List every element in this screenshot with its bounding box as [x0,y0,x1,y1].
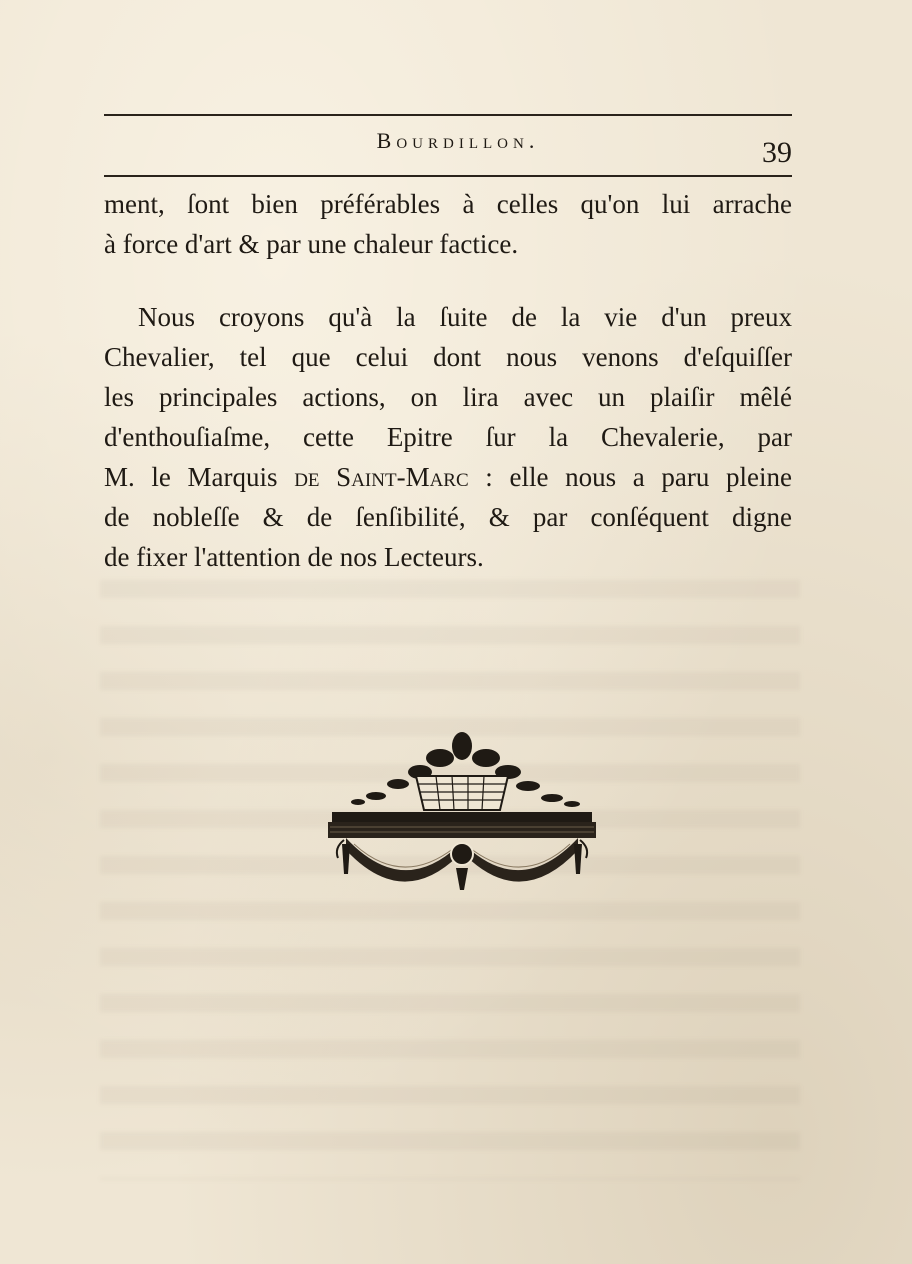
text-line: les principales actions, on lira avec un plaiſir mêlé [104,382,792,412]
paragraph-2 [104,297,792,577]
page-number: 39 [762,136,792,169]
text-line: de nobleſſe & de ſenſibilité, & par conſéquent digne [104,502,792,532]
text-line: d'enthouſiaſme, cette Epitre ſur la Chevalerie, par [104,422,792,452]
text-run: M. le Marquis [104,462,295,492]
flower-basket-vignette-icon [328,728,596,902]
text-run: : elle nous a paru pleine [468,462,792,492]
author-name: de Saint-Marc [294,462,469,492]
text-line: à force d'art & par une chaleur factice. [104,229,519,259]
text-line [104,457,792,497]
text-line: Chevalier, tel que celui dont nous venons d'eſquiſſer [104,342,792,372]
text-line: Nous croyons qu'à la ſuite de la vie d'un preux [138,302,792,332]
text-line: ment, ſont bien préférables à celles qu'on lui arrache [104,189,792,219]
text-line: de fixer l'attention de nos Lecteurs. [104,542,484,572]
paragraph-1 [104,184,792,264]
header-rule-bottom [104,175,792,177]
header-rule-top [104,114,792,116]
page-header [104,122,792,170]
running-head: Bourdillon. [376,128,540,153]
